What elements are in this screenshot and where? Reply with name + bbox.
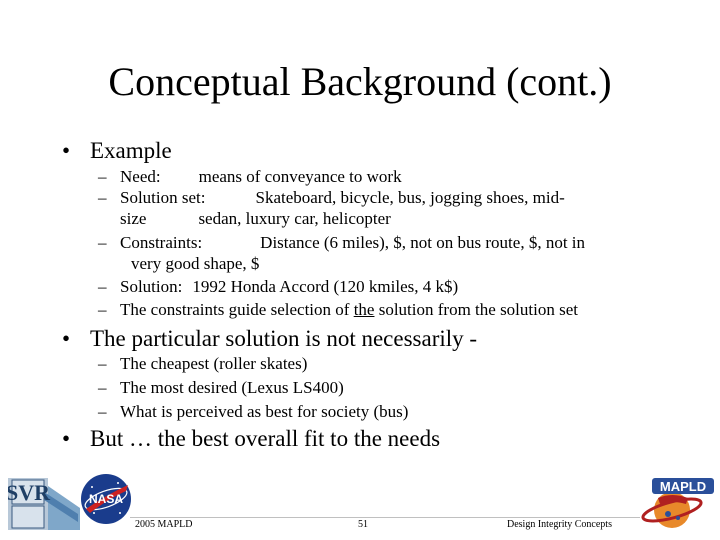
bullet-best-fit [62, 426, 440, 452]
sub-value: 1992 Honda Accord (120 kmiles, 4 k$) [192, 277, 459, 296]
sub-item-constraints [98, 232, 585, 253]
dash-icon: – [98, 378, 107, 397]
sub-label: Solution: [120, 277, 183, 296]
sub-item-need [98, 166, 402, 187]
footer-left: 2005 MAPLD [135, 519, 193, 530]
sub-text: The cheapest (roller skates) [120, 354, 308, 373]
sub-text: What is perceived as best for society (bus) [120, 402, 409, 421]
dash-icon: – [98, 402, 107, 421]
bullet-text: But … the best overall fit to the needs [90, 426, 441, 451]
bullet-example [62, 138, 172, 164]
footer-divider [130, 517, 640, 518]
dash-icon: – [98, 233, 107, 252]
sub-item-cheapest [98, 353, 307, 374]
dash-icon: – [98, 354, 107, 373]
sub-item-constraints-cont: very good shape, $ [131, 254, 260, 273]
sub-label: Need: [120, 167, 161, 186]
sub-text: The constraints guide selection of [120, 300, 350, 319]
sub-item-solution-set-cont [120, 208, 391, 229]
footer-page-number: 51 [358, 519, 368, 530]
dash-icon: – [98, 167, 107, 186]
bullet-particular-solution [62, 326, 477, 352]
svr-logo-icon [8, 478, 80, 539]
svg-text:SVR: SVR [8, 480, 51, 505]
footer-right: Design Integrity Concepts [507, 519, 612, 530]
sub-value: Skateboard, bicycle, bus, jogging shoes, mid- [255, 188, 565, 207]
sub-value: Distance (6 miles), $, not on bus route, $, not in [260, 233, 586, 252]
sub-item-solution-set [98, 187, 565, 208]
sub-item-most-desired [98, 377, 344, 398]
bullet-text: Example [90, 138, 172, 163]
sub-item-constraints-guide [98, 299, 578, 320]
svg-text:MAPLD: MAPLD [659, 479, 707, 494]
bullet-dot-icon: • [62, 138, 71, 163]
bullet-dot-icon: • [62, 426, 71, 451]
sub-item-solution [98, 276, 458, 297]
sub-value: means of conveyance to work [198, 167, 402, 186]
sub-cont: sedan, luxury car, helicopter [198, 209, 391, 228]
dash-icon: – [98, 188, 107, 207]
dash-icon: – [98, 277, 107, 296]
bullet-dot-icon: • [62, 326, 71, 351]
dash-icon: – [98, 300, 107, 319]
bullet-text: The particular solution is not necessarily - [90, 326, 478, 351]
underlined-word: the [353, 300, 375, 319]
sub-item-perceived-best [98, 401, 408, 422]
sub-label: Constraints: [120, 233, 203, 252]
mapld-logo-icon [638, 474, 716, 539]
slide-title: Conceptual Background (cont.) [108, 59, 612, 104]
sub-text: The most desired (Lexus LS400) [120, 378, 344, 397]
svg-text:NASA: NASA [88, 492, 124, 506]
sub-cont: size [120, 209, 147, 228]
sub-text: solution from the solution set [378, 300, 578, 319]
sub-label: Solution set: [120, 188, 206, 207]
nasa-logo-icon [80, 473, 132, 530]
